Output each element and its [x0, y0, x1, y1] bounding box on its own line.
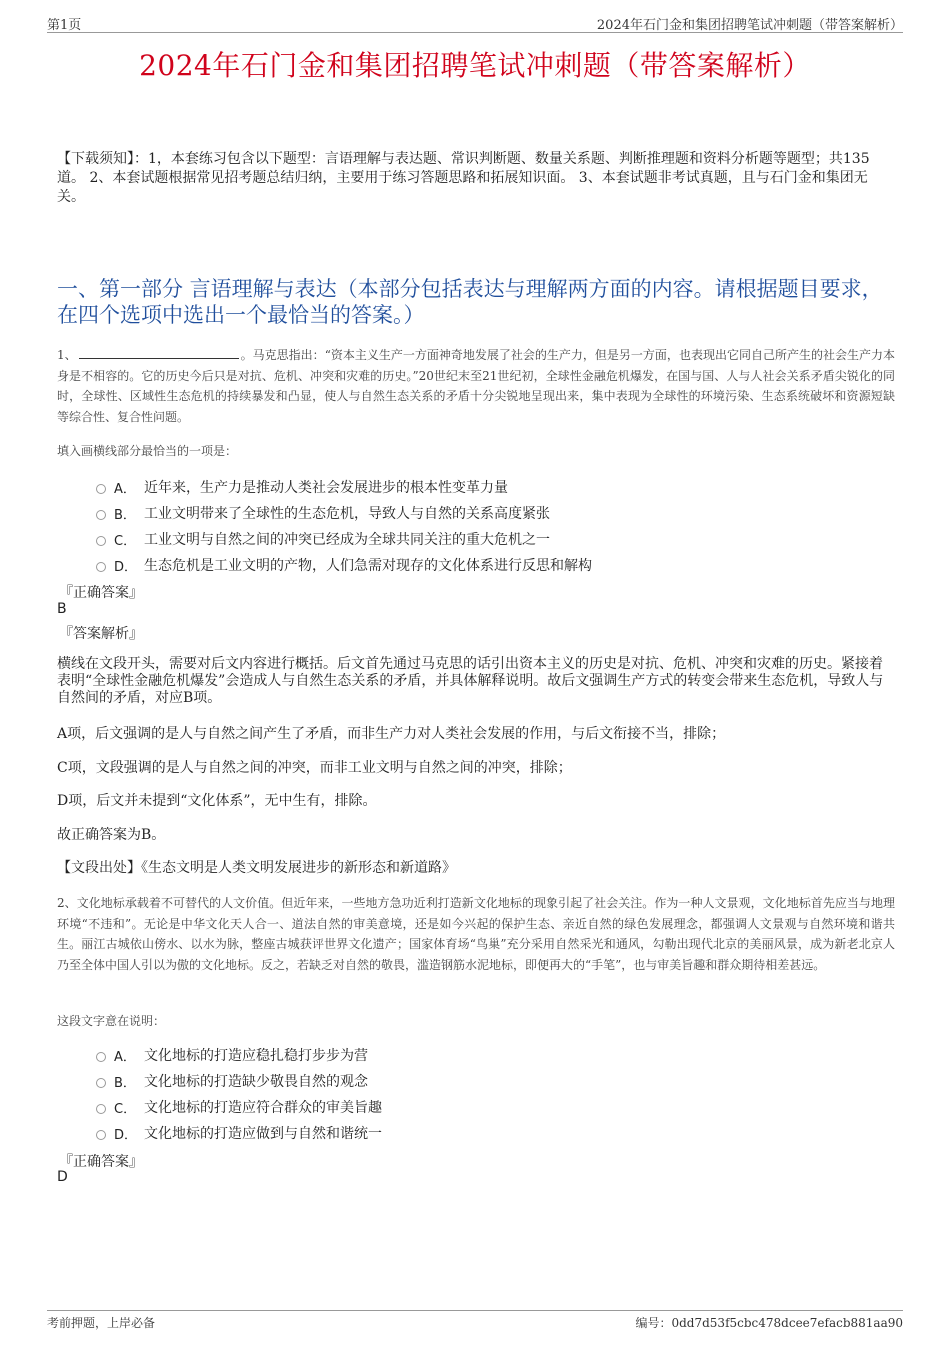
option-text: 文化地标的打造应做到与自然和谐统一	[144, 1126, 382, 1142]
q2-answer-label: 『正确答案』	[59, 1154, 143, 1170]
radio-icon[interactable]	[96, 510, 106, 520]
download-notice: 【下载须知】：1，本套练习包含以下题型：言语理解与表达题、常识判断题、数量关系题、判断推理题和资料分析题等题型；共135道。 2、本套试题根据常见招考题总结归纳，主要用于练习答题思路和拓展知识面。 3、本套试题非考试真题，且与石门金和集团无关。	[57, 151, 870, 205]
option-letter: B．	[114, 507, 136, 523]
q2-option-d[interactable]	[96, 1123, 382, 1143]
q1-option-d[interactable]	[96, 555, 592, 575]
header-divider	[47, 32, 903, 33]
question-2-prompt: 这段文字意在说明：	[57, 1014, 166, 1028]
q1-analysis-conclusion: 故正确答案为B。	[57, 827, 166, 843]
section-heading: 一、第一部分 言语理解与表达（本部分包括表达与理解两方面的内容。请根据题目要求，在四个选项中选出一个最恰当的答案。）	[57, 277, 883, 327]
q2-answer: D	[57, 1169, 68, 1185]
option-letter: C．	[114, 533, 137, 549]
q2-option-b[interactable]	[96, 1071, 368, 1091]
q1-analysis-option-c: C项，文段强调的是人与自然之间的冲突，而非工业文明与自然之间的冲突，排除；	[57, 760, 572, 776]
question-2-stem: 2、文化地标承载着不可替代的人文价值。但近年来，一些地方急功近利打造新文化地标的现象引起了社会关注。作为一种人文景观，文化地标首先应当与地理环境“不违和”。无论是中华文化天人合一、道法自然的审美意境，还是如今兴起的保护生态、亲近自然的绿色发展理念，都强调人文景观与自然环境和谐共生。丽江古城依山傍水、以水为脉，整座古城获评世界文化遗产；国家体育场“鸟巢”充分采用自然采光和通风，勾勒出现代北京的美丽风景，成为新老北京人乃至全体中国人引以为傲的文化地标。反之，若缺乏对自然的敬畏，滥造钢筋水泥地标，即便再大的“手笔”，也与审美旨趣和群众期待相差甚远。	[57, 896, 895, 972]
q2-option-a[interactable]	[96, 1045, 368, 1065]
question-1-prompt: 填入画横线部分最恰当的一项是：	[57, 444, 238, 458]
footer-slogan: 考前押题，上岸必备	[47, 1316, 156, 1330]
option-text: 工业文明带来了全球性的生态危机，导致人与自然的关系高度紧张	[144, 506, 550, 522]
page-title: 2024年石门金和集团招聘笔试冲刺题（带答案解析）	[139, 49, 811, 82]
radio-icon[interactable]	[96, 536, 106, 546]
question-1-number: 1、	[57, 348, 77, 362]
option-letter: A．	[114, 1049, 136, 1065]
option-text: 文化地标的打造缺少敬畏自然的观念	[144, 1074, 368, 1090]
radio-icon[interactable]	[96, 484, 106, 494]
option-text: 近年来，生产力是推动人类社会发展进步的根本性变革力量	[144, 480, 508, 496]
radio-icon[interactable]	[96, 1104, 106, 1114]
option-text: 文化地标的打造应稳扎稳打步步为营	[144, 1048, 368, 1064]
q1-option-b[interactable]	[96, 503, 550, 523]
question-1-stem	[57, 345, 895, 427]
q1-analysis-option-d: D项，后文并未提到“文化体系”，无中生有，排除。	[57, 793, 377, 809]
option-text: 生态危机是工业文明的产物，人们急需对现存的文化体系进行反思和解构	[144, 558, 592, 574]
q1-analysis-option-a: A项，后文强调的是人与自然之间产生了矛盾，而非生产力对人类社会发展的作用，与后文衔接不当，排除；	[57, 726, 726, 742]
q1-answer: B	[57, 601, 67, 617]
question-1-text: 。马克思指出：“资本主义生产一方面神奇地发展了社会的生产力，但是另一方面，也表现出它同自己所产生的社会生产力本身是不相容的。它的历史今后只是对抗、危机、冲突和灾难的历史。”20世纪末至21世纪初，全球性金融危机爆发，在国与国、人与人社会关系矛盾尖锐化的同时，全球性、区域性生态危机的持续暴发和凸显，使人与自然生态关系的矛盾十分尖锐地呈现出来，集中表现为全球性的环境污染、生态系统破坏和资源短缺等综合性、复合性问题。	[57, 348, 896, 424]
option-letter: D．	[114, 559, 138, 575]
option-letter: D．	[114, 1127, 138, 1143]
q1-option-a[interactable]	[96, 477, 508, 497]
option-text: 文化地标的打造应符合群众的审美旨趣	[144, 1100, 382, 1116]
q1-source: 【文段出处】《生态文明是人类文明发展进步的新形态和新道路》	[57, 860, 456, 876]
radio-icon[interactable]	[96, 562, 106, 572]
fill-blank-line	[79, 346, 239, 359]
q1-analysis-para: 横线在文段开头，需要对后文内容进行概括。后文首先通过马克思的话引出资本主义的历史是对抗、危机、冲突和灾难的历史。紧接着表明“全球性金融危机爆发”会造成人与自然生态关系的矛盾，并具体解释说明。故后文强调生产方式的转变会带来生态危机，导致人与自然间的矛盾，对应B项。	[57, 656, 884, 706]
option-letter: C．	[114, 1101, 137, 1117]
q1-option-c[interactable]	[96, 529, 550, 549]
footer-divider	[47, 1310, 903, 1311]
q1-analysis-label: 『答案解析』	[59, 626, 143, 642]
page-number: 第1页	[47, 18, 82, 33]
radio-icon[interactable]	[96, 1052, 106, 1062]
header-doc-title: 2024年石门金和集团招聘笔试冲刺题（带答案解析）	[596, 18, 903, 33]
option-text: 工业文明与自然之间的冲突已经成为全球共同关注的重大危机之一	[144, 532, 550, 548]
option-letter: B．	[114, 1075, 136, 1091]
option-letter: A．	[114, 481, 136, 497]
q2-option-c[interactable]	[96, 1097, 382, 1117]
q1-answer-label: 『正确答案』	[59, 585, 143, 601]
radio-icon[interactable]	[96, 1130, 106, 1140]
radio-icon[interactable]	[96, 1078, 106, 1088]
footer-doc-id: 编号：0dd7d53f5cbc478dcee7efacb881aa90	[635, 1316, 903, 1330]
